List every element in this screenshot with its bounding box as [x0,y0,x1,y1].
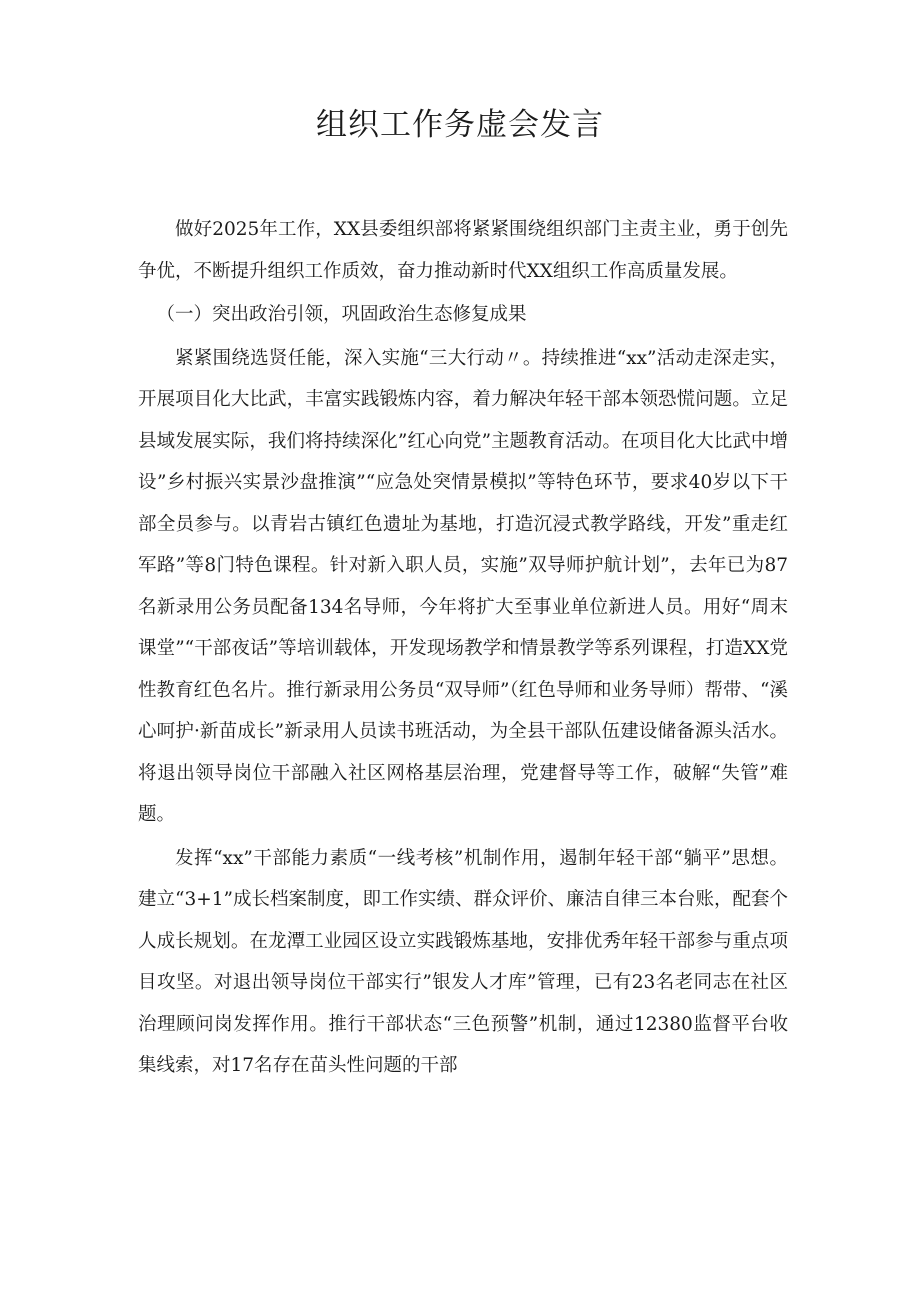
intro-paragraph: 做好2025年工作，XX县委组织部将紧紧围绕组织部门主责主业，勇于创先争优，不断提升组织工作质效，奋力推动新时代XX组织工作高质量发展。 [138,219,788,282]
body-paragraph: 紧紧围绕选贤任能，深入实施“三大行动〃。持续推进“xx”活动走深走实，开展项目化大比武，丰富实践锻炼内容，着力解决年轻干部本领恐慌问题。立足县域发展实际，我们将持续深化”红心向党”主题教育活动。在项目化大比武中增设”乡村振兴实景沙盘推演”“应急处突情景模拟”等特色环节，要求40岁以下干部全员参与。以青岩古镇红色遗址为基地，打造沉浸式教学路线，开发”重走红军路”等8门特色课程。针对新入职人员，实施”双导师护航计划”，去年已为87名新录用公务员配备134名导师，今年将扩大至事业单位新进人员。用好“周末课堂”“干部夜话”等培训载体，开发现场教学和情景教学等系列课程，打造XX党性教育红色名片。推行新录用公务员“双导师”（红色导师和业务导师）帮带、“溪心呵护·新苗成长”新录用人员读书班活动，为全县干部队伍建设储备源头活水。将退出领导岗位干部融入社区网格基层治理，党建督导等工作，破解“失管”难题。 [138,347,788,825]
document-title: 组织工作务虚会发言 [316,107,604,143]
document-body [138,209,788,1087]
body-paragraph: 发挥“xx”干部能力素质“一线考核”机制作用，遏制年轻干部“躺平”思想。建立“3+1”成长档案制度，即工作实绩、群众评价、廉洁自律三本台账，配套个人成长规划。在龙潭工业园区设立实践锻炼基地，安排优秀年轻干部参与重点项目攻坚。对退出领导岗位干部实行”银发人才库”管理，已有23名老同志在社区治理顾问岗发挥作用。推行干部状态“三色预警”机制，通过12380监督平台收集线索，对17名存在苗头性问题的干部 [138,847,788,1076]
section-heading: （一）突出政治引领，巩固政治生态修复成果 [156,304,527,325]
